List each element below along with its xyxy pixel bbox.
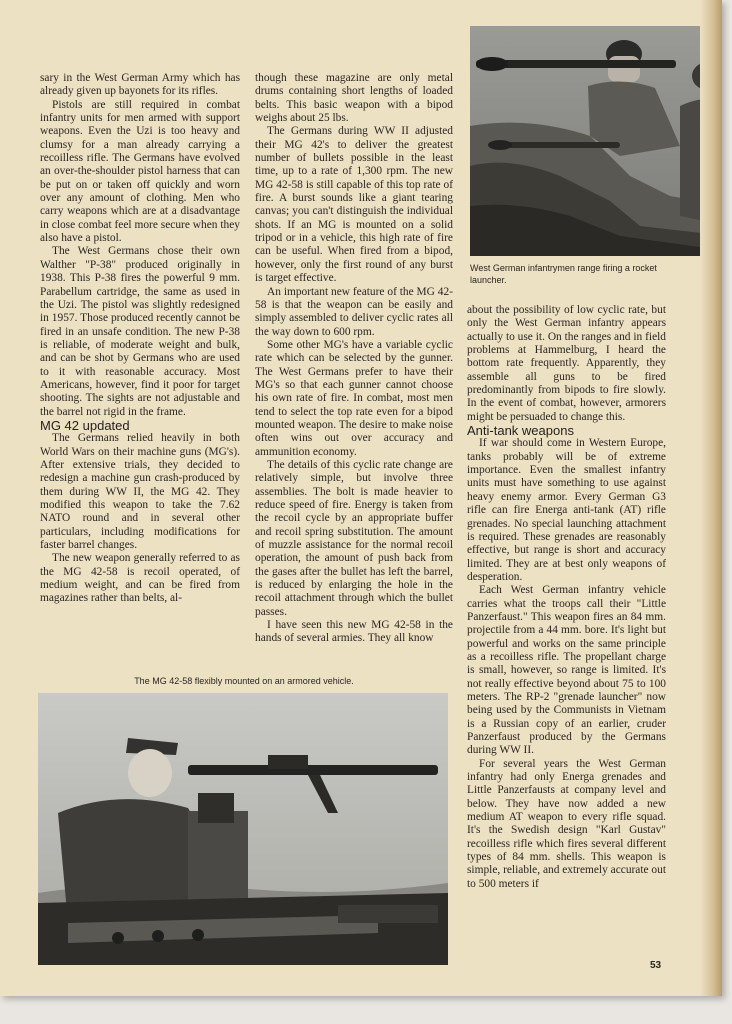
page-number: 53 xyxy=(650,960,662,971)
paragraph: Some other MG's have a variable cyclic rate which can be selected by the gunner. The West Germans prefer to have their MG's so that each gunner cannot choose his own rate of fire. In combat, most men tend to select the top rate even for a bipod mounted weapon. The desire to make noise often wins out over accuracy and ammunition economy. xyxy=(255,338,453,458)
rocket-launcher-photo xyxy=(470,26,722,256)
paragraph: Each West German infantry vehicle carries what the troops call their "Little Panzerfaust." This weapon fires an 84 mm. projectile from a 44 mm. bore. It's light but powerful and works on the same principle as a recoilless rifle. The propellant charge is small, however, so range is limited. It's not really effective beyond about 75 to 100 meters. The RP-2 "grenade launcher" now being used by the Communists in Vietnam is a Russian copy of an earlier, cruder Panzerfaust produced by the Germans during WW II. xyxy=(467,584,666,757)
mg-photo-caption: The MG 42-58 flexibly mounted on an armored vehicle. xyxy=(134,676,354,686)
paragraph: about the possibility of low cyclic rate, but only the West German infantry appears actually to use it. On the ranges and in field problems at Hammelburg, I heard the bottom rate frequently. Apparently, they assemble all guns to be fired predominantly from bipods to fire slowly. In the event of combat, however, armorers might be persuaded to change this. xyxy=(467,304,666,423)
rocket-photo-caption: West German infantrymen range firing a rocket launcher. xyxy=(470,263,657,285)
text-column-1 xyxy=(40,72,240,606)
paragraph: The West Germans chose their own Walther "P-38" produced originally in 1938. This P-38 fires the powerful 9 mm. Parabellum cartridge, the same as used in the Uzi. The pistol was slightly redesigned in 1957. Those produced recently cannot be fired in an unsafe condition. The new P-38 is reliable, of moderate weight and bulk, and can be shot by Germans who are used to it with reasonable accuracy. Most Americans, however, find it poor for target shooting. The sights are not adjustable and the barrel not rigid in the frame. xyxy=(40,245,240,418)
paragraph: For several years the West German infantry had only Energa grenades and Little Panzerfausts at company level and below. They have now added a new medium AT weapon to every rifle squad. It's the Swedish design "Karl Gustav" recoilless rifle which fires several different types of 84 mm. shells. This weapon is simple, reliable, and extremely accurate out to 500 meters if xyxy=(467,757,666,890)
paragraph: If war should come in Western Europe, tanks probably will be of extreme importance. Even the smallest infantry units must have something to use against heavy enemy armor. Every German G3 rifle can fire Energa anti-tank (AT) rifle grenades. No special launching attachment is required. These grenades are reasonably effective, but range is short and accuracy limited. They are at best only weapons of desperation. xyxy=(467,437,666,583)
paragraph: though these magazine are only metal drums containing short lengths of loaded belts. This basic weapon with a bipod weighs about 25 lbs. xyxy=(255,72,453,125)
paragraph: An important new feature of the MG 42-58 is that the weapon can be easily and simply assembled to deliver cyclic rates all the way down to 600 rpm. xyxy=(255,285,453,338)
paragraph: The Germans relied heavily in both World Wars on their machine guns (MG's). After extensive trials, they decided to redesign a machine gun crash-produced by them during WW II, the MG 42. They modified this weapon to take the 7.62 NATO round and in several other particulars, including modifications for faster barrel changes. xyxy=(40,432,240,552)
machine-gun-photo xyxy=(38,693,448,965)
paragraph: The new weapon generally referred to as the MG 42-58 is recoil operated, of medium weight, and can be fired from magazines rather than belts, al- xyxy=(40,552,240,605)
paragraph: Pistols are still required in combat infantry units for men armed with support weapons. Even the Uzi is too heavy and clumsy for a man already carrying a recoilless rifle. The Germans have evolved an over-the-shoulder pistol harness that can be put on or taken off quickly and worn over any amount of clothing. Men who carry weapons which are at a disadvantage in close combat feel more secure when they also have a pistol. xyxy=(40,98,240,245)
paragraph: I have seen this new MG 42-58 in the hands of several armies. They all know xyxy=(255,619,453,645)
page-edge xyxy=(700,0,722,996)
section-heading-anti-tank: Anti-tank weapons xyxy=(467,423,574,439)
text-column-3 xyxy=(467,304,666,891)
paragraph: sary in the West German Army which has already given up bayonets for its rifles. xyxy=(40,72,240,98)
section-heading-mg42: MG 42 updated xyxy=(40,417,130,433)
paragraph: The Germans during WW II adjusted their MG 42's to deliver the greatest number of bullets possible in the least time, up to a rate of 1,300 rpm. The new MG 42-58 is still capable of this top rate of fire. A burst sounds like a giant tearing canvas; you can't distinguish the individual shots. If an MG is mounted on a solid tripod or in a vehicle, this high rate of fire can be useful. When fired from a bipod, however, only the first round of any burst is target effective. xyxy=(255,125,453,285)
paragraph: The details of this cyclic rate change are relatively simple, but involve three assemblies. The bolt is made heavier to reduce speed of fire. Energy is taken from the recoil cycle by an appropriate buffer and recoil spring substitution. The amount of muzzle assistance for the normal recoil operation, the amount of push back from the gases after the bullet has left the barrel, is reduced by enlarging the hole in the recoil attachment through which the bullet passes. xyxy=(255,458,453,618)
text-column-2 xyxy=(255,72,453,646)
